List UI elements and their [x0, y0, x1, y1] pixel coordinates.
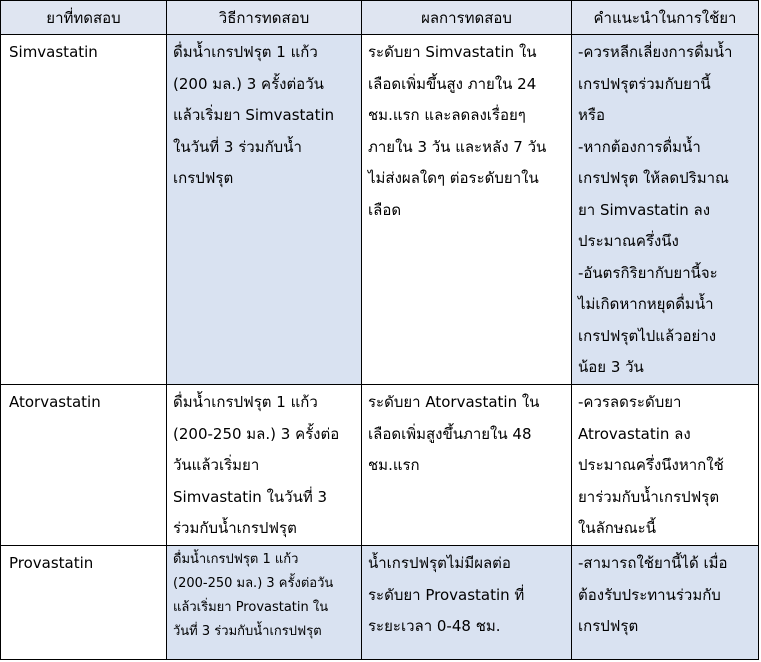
- method-cell: [167, 35, 362, 385]
- result-line: ระดับยา Simvastatin ใน: [368, 43, 537, 61]
- result-line: ระยะเวลา 0-48 ชม.: [368, 617, 501, 635]
- advice-line: -หากต้องการดื่มน้ำ: [578, 137, 701, 156]
- result-cell: [362, 546, 572, 660]
- method-cell: [167, 546, 362, 660]
- advice-line: เกรปฟรุต ให้ลดปริมาณ: [578, 169, 729, 187]
- advice-cell: [572, 35, 759, 385]
- method-line: (200 มล.) 3 ครั้งต่อวัน: [173, 74, 324, 93]
- advice-line: ประมาณครึ่งนึงหากใช้: [578, 456, 724, 474]
- table-row: [1, 35, 759, 385]
- result-line: ชม.แรก: [368, 456, 420, 474]
- method-line: ในวันที่ 3 ร่วมกับน้ำ: [173, 137, 302, 156]
- drug-cell: [1, 546, 167, 660]
- advice-line: เกรปฟรุต: [578, 617, 639, 635]
- method-line: ดื่มน้ำเกรปฟรุต 1 แก้ว: [173, 552, 299, 567]
- drug-name: Atorvastatin: [9, 393, 101, 411]
- drug-name: Provastatin: [9, 554, 94, 572]
- advice-line: ไม่เกิดหากหยุดดื่มน้ำ: [578, 295, 714, 313]
- advice-line: น้อย 3 วัน: [578, 358, 644, 376]
- table-row: [1, 385, 759, 546]
- method-line: (200-250 มล.) 3 ครั้งต่อ: [173, 424, 340, 443]
- result-line: เลือดเพิ่มสูงขึ้นภายใน 48: [368, 424, 532, 443]
- advice-line: -ควรลดระดับยา: [578, 393, 682, 411]
- advice-line: ยาร่วมกับน้ำเกรปฟรุต: [578, 487, 720, 506]
- result-line: เลือด: [368, 200, 402, 219]
- advice-line: ประมาณครึ่งนึง: [578, 232, 679, 250]
- advice-cell: [572, 385, 759, 546]
- advice-line: -อันตรกิริยากับยานี้จะ: [578, 263, 718, 282]
- result-line: ชม.แรก และลดลงเรื่อยๆ: [368, 106, 526, 124]
- drug-cell: [1, 35, 167, 385]
- advice-cell: [572, 546, 759, 660]
- advice-line: เกรปฟรุตไปแล้วอย่าง: [578, 326, 717, 345]
- header-result: ผลการทดสอบ: [362, 1, 572, 35]
- advice-line: ยา Simvastatin ลง: [578, 200, 711, 219]
- advice-line: -ควรหลีกเลี่ยงการดื่มน้ำ: [578, 43, 733, 61]
- result-line: เลือดเพิ่มขึ้นสูง ภายใน 24: [368, 74, 537, 93]
- result-line: ไม่ส่งผลใดๆ ต่อระดับยาใน: [368, 169, 539, 187]
- method-line: ร่วมกับน้ำเกรปฟรุต: [173, 519, 297, 537]
- result-line: น้ำเกรปฟรุตไม่มีผลต่อ: [368, 554, 511, 572]
- result-line: ระดับยา Atorvastatin ใน: [368, 393, 540, 411]
- method-line: เกรปฟรุต: [173, 169, 234, 187]
- drug-cell: [1, 385, 167, 546]
- method-line: วันแล้วเริ่มยา: [173, 456, 260, 474]
- advice-line: ต้องรับประทานร่วมกับ: [578, 585, 721, 604]
- header-method: วิธีการทดสอบ: [167, 1, 362, 35]
- result-line: ระดับยา Provastatin ที่: [368, 585, 525, 604]
- method-line: (200-250 มล.) 3 ครั้งต่อวัน: [173, 576, 334, 591]
- method-line: Simvastatin ในวันที่ 3: [173, 487, 328, 506]
- method-line: แล้วเริ่มยา Simvastatin: [173, 106, 335, 124]
- method-line: ดื่มน้ำเกรปฟรุต 1 แก้ว: [173, 393, 318, 411]
- result-cell: [362, 385, 572, 546]
- advice-line: Atrovastatin ลง: [578, 424, 691, 443]
- result-line: ภายใน 3 วัน และหลัง 7 วัน: [368, 137, 547, 156]
- advice-line: หรือ: [578, 106, 605, 124]
- drug-name: Simvastatin: [9, 43, 98, 61]
- table-row: [1, 546, 759, 660]
- result-cell: [362, 35, 572, 385]
- advice-line: ในลักษณะนี้: [578, 519, 656, 537]
- header-drug: ยาที่ทดสอบ: [1, 1, 167, 35]
- header-advice: คำแนะนำในการใช้ยา: [572, 1, 759, 35]
- method-line: แล้วเริ่มยา Provastatin ใน: [173, 600, 329, 615]
- method-line: วันที่ 3 ร่วมกับน้ำเกรปฟรุต: [173, 624, 322, 639]
- method-cell: [167, 385, 362, 546]
- header-row: [1, 1, 759, 35]
- advice-line: -สามารถใช้ยานี้ได้ เมื่อ: [578, 554, 728, 572]
- advice-line: เกรปฟรุตร่วมกับยานี้: [578, 74, 711, 93]
- method-line: ดื่มน้ำเกรปฟรุต 1 แก้ว: [173, 43, 318, 61]
